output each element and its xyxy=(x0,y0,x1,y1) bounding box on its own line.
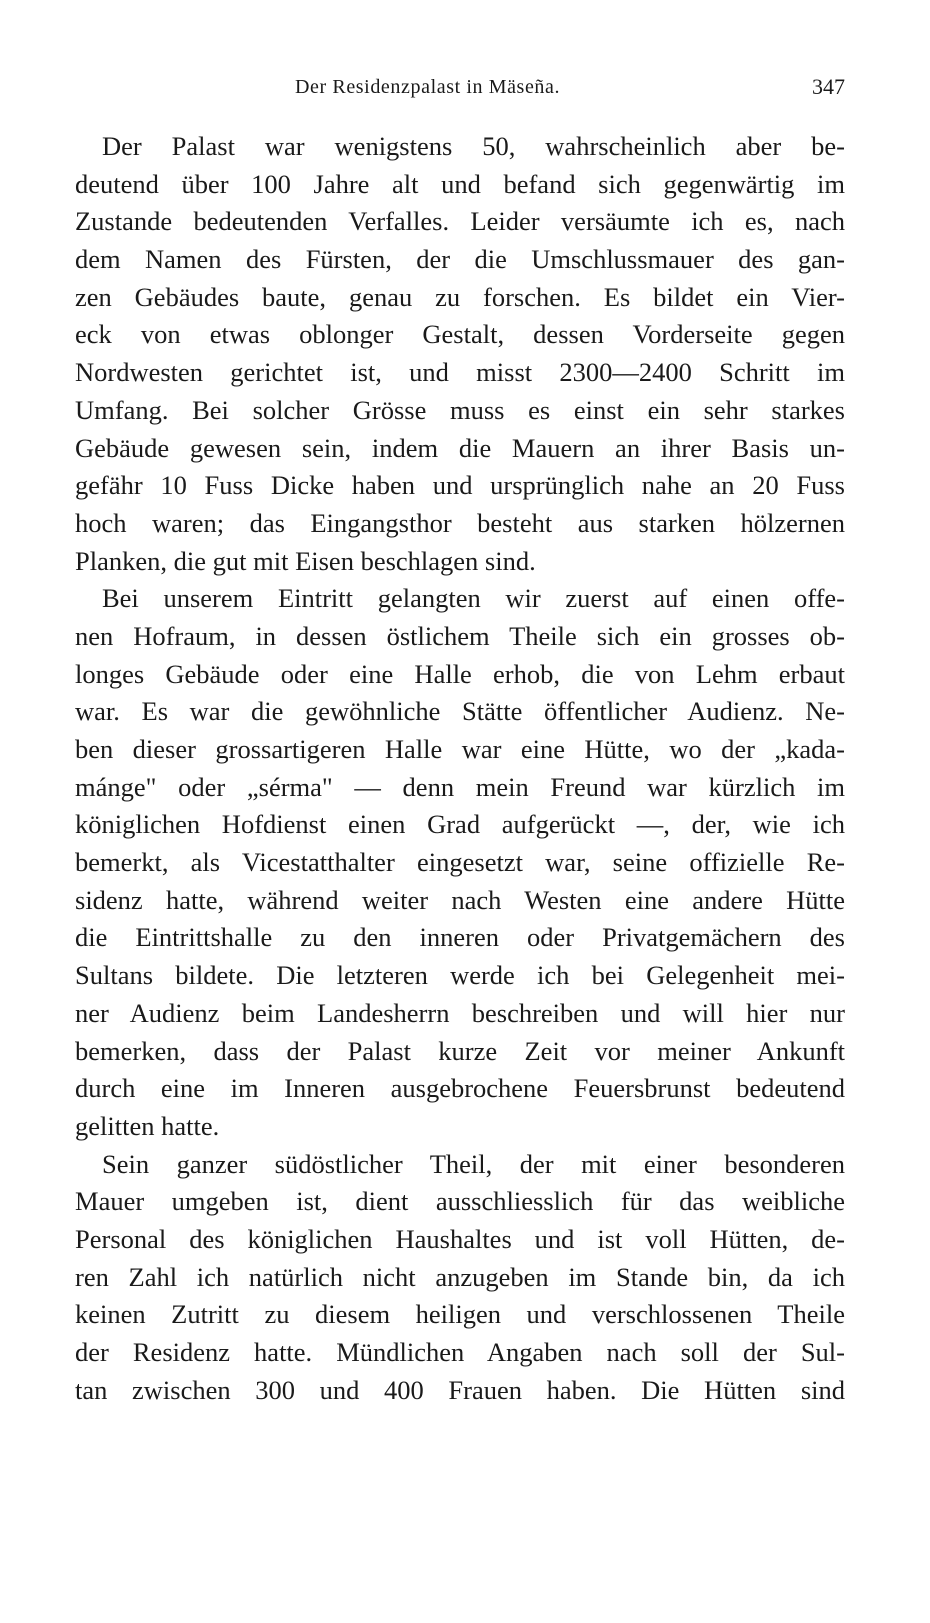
text-line: Mauer umgeben ist, dient ausschliesslich für das weibliche xyxy=(75,1186,845,1217)
text-line: dem Namen des Fürsten, der die Umschlussmauer des gan- xyxy=(75,244,845,275)
text-line: zen Gebäudes baute, genau zu forschen. Es bildet ein Vier- xyxy=(75,281,845,312)
text-line: Bei unserem Eintritt gelangten wir zuerst auf einen offe- xyxy=(102,583,845,614)
text-line: Umfang. Bei solcher Grösse muss es einst ein sehr starkes xyxy=(75,394,845,425)
text-line: Nordwesten gerichtet ist, und misst 2300—2400 Schritt im xyxy=(75,357,845,388)
text-line: gefähr 10 Fuss Dicke haben und ursprünglich nahe an 20 Fuss xyxy=(75,470,845,501)
text-line: die Eintrittshalle zu den inneren oder Privatgemächern des xyxy=(75,922,845,953)
text-line: Der Palast war wenigstens 50, wahrscheinlich aber be- xyxy=(102,131,845,161)
page-number: 347 xyxy=(812,74,845,99)
text-line: mánge" oder „sérma" — denn mein Freund war kürzlich im xyxy=(75,771,845,802)
text-line: Planken, die gut mit Eisen beschlagen sind. xyxy=(75,545,536,576)
text-line: keinen Zutritt zu diesem heiligen und verschlossenen Theile xyxy=(75,1299,845,1330)
running-head xyxy=(75,76,845,106)
text-line: eck von etwas oblonger Gestalt, dessen Vorderseite gegen xyxy=(75,319,845,350)
body-text xyxy=(75,128,845,1409)
text-line: longes Gebäude oder eine Halle erhob, die von Lehm erbaut xyxy=(75,658,845,689)
text-line: der Residenz hatte. Mündlichen Angaben nach soll der Sul- xyxy=(75,1337,845,1367)
text-line: ren Zahl ich natürlich nicht anzugeben im Stande bin, da ich xyxy=(75,1261,845,1292)
text-line: tan zwischen 300 und 400 Frauen haben. Die Hütten sind xyxy=(75,1374,845,1405)
text-line: ben dieser grossartigeren Halle war eine Hütte, wo der „kada- xyxy=(75,734,845,764)
text-line: war. Es war die gewöhnliche Stätte öffentlicher Audienz. Ne- xyxy=(75,696,845,727)
text-line: Sein ganzer südöstlicher Theil, der mit einer besonderen xyxy=(102,1148,845,1179)
text-line: nen Hofraum, in dessen östlichem Theile sich ein grosses ob- xyxy=(75,620,845,651)
text-line: bemerkt, als Vicestatthalter eingesetzt war, seine offizielle Re- xyxy=(75,847,845,878)
text-line: Zustande bedeutenden Verfalles. Leider versäumte ich es, nach xyxy=(75,206,845,237)
text-line: durch eine im Inneren ausgebrochene Feuersbrunst bedeutend xyxy=(75,1073,845,1104)
text-line: königlichen Hofdienst einen Grad aufgerückt —, der, wie ich xyxy=(75,809,845,840)
running-title: Der Residenzpalast in Mäseña. xyxy=(295,76,561,98)
text-line: sidenz hatte, während weiter nach Westen eine andere Hütte xyxy=(75,884,845,915)
text-line: Sultans bildete. Die letzteren werde ich bei Gelegenheit mei- xyxy=(75,960,845,991)
text-line: ner Audienz beim Landesherrn beschreiben und will hier nur xyxy=(75,997,845,1028)
text-line: deutend über 100 Jahre alt und befand sich gegenwärtig im xyxy=(75,168,845,199)
text-line: Gebäude gewesen sein, indem die Mauern an ihrer Basis un- xyxy=(75,432,845,463)
text-line: Personal des königlichen Haushaltes und ist voll Hütten, de- xyxy=(75,1223,845,1254)
text-line: hoch waren; das Eingangsthor besteht aus starken hölzernen xyxy=(75,507,845,538)
text-line: gelitten hatte. xyxy=(75,1110,220,1141)
text-line: bemerken, dass der Palast kurze Zeit vor meiner Ankunft xyxy=(75,1035,845,1066)
